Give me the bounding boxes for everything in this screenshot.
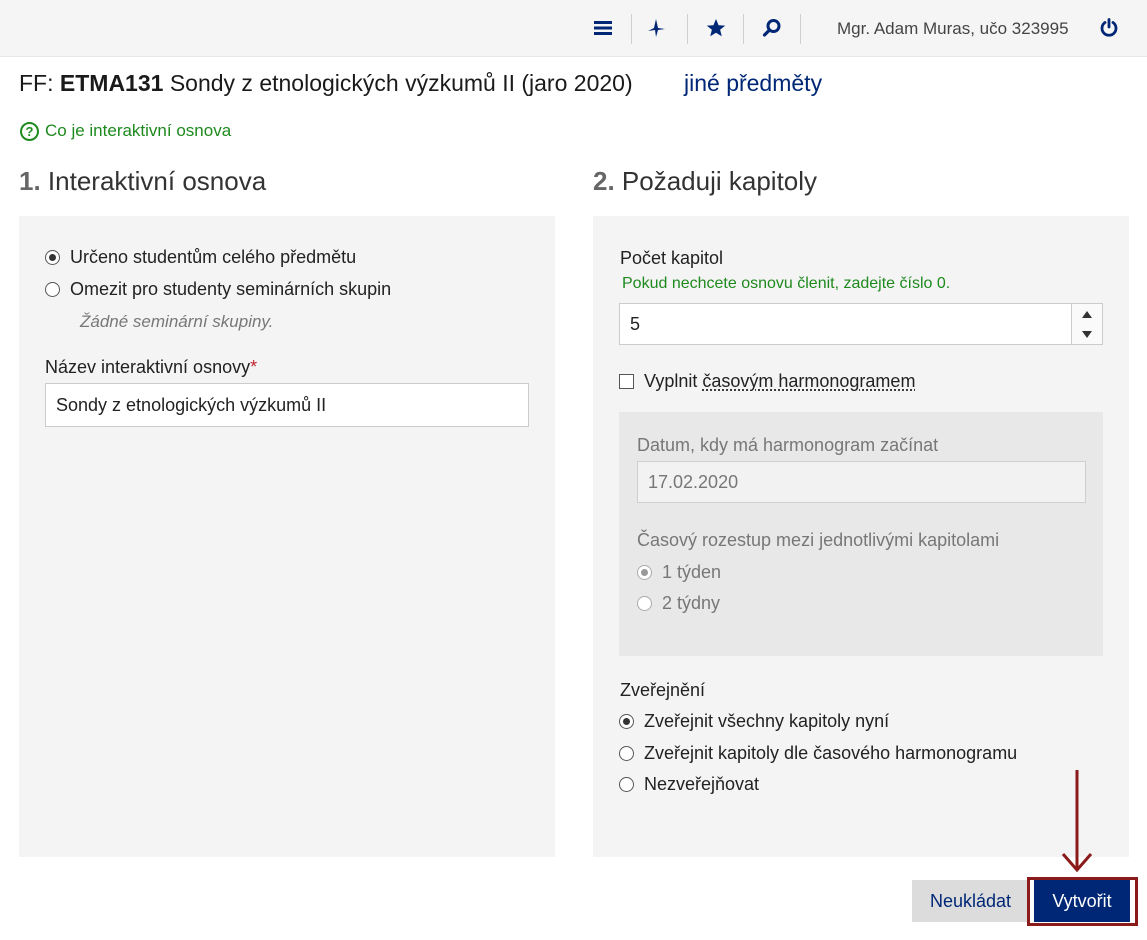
name-field-label bbox=[45, 357, 257, 378]
faculty-prefix: FF: bbox=[19, 70, 54, 96]
page-title bbox=[19, 70, 633, 97]
section1-title bbox=[19, 166, 266, 197]
schedule-checkbox[interactable] bbox=[619, 374, 634, 389]
toolbar-divider bbox=[687, 14, 688, 44]
schedule-checkbox-prefix: Vyplnit bbox=[644, 371, 703, 391]
user-name: Mgr. Adam Muras, učo 323995 bbox=[837, 19, 1069, 38]
start-date-label: Datum, kdy má harmonogram začínat bbox=[637, 435, 939, 455]
publish-label: Zveřejnění bbox=[620, 680, 706, 700]
chapter-count-value: 5 bbox=[630, 313, 641, 334]
help-link[interactable] bbox=[20, 121, 231, 141]
radio-publish-schedule[interactable] bbox=[619, 743, 1017, 764]
schedule-checkbox-row[interactable] bbox=[619, 371, 915, 392]
radio-publish-none-label: Nezveřejňovat bbox=[644, 774, 760, 794]
toolbar-divider bbox=[743, 14, 744, 44]
chapter-count-hint: Pokud nechcete osnovu členit, zadejte číslo 0. bbox=[622, 275, 951, 292]
radio-interval-1-week-label: 1 týden bbox=[662, 562, 722, 582]
chapter-count-input[interactable] bbox=[619, 303, 1103, 345]
radio-interval-2-weeks[interactable] bbox=[637, 593, 720, 614]
radio-seminar-groups-control[interactable] bbox=[45, 282, 60, 297]
radio-interval-1-week[interactable] bbox=[637, 562, 721, 583]
no-groups-note: Žádné seminární skupiny. bbox=[80, 312, 274, 331]
chapter-count-spinner bbox=[1071, 304, 1102, 344]
radio-publish-now[interactable] bbox=[619, 711, 889, 732]
top-bar bbox=[0, 0, 1147, 57]
radio-seminar-groups-label: Omezit pro studenty seminárních skupin bbox=[70, 279, 392, 299]
cancel-button[interactable]: Neukládat bbox=[912, 880, 1029, 922]
spinner-down-icon[interactable] bbox=[1072, 324, 1102, 344]
pin-icon[interactable] bbox=[640, 12, 672, 44]
radio-whole-course-label: Určeno studentům celého předmětu bbox=[70, 247, 357, 267]
toolbar-divider bbox=[800, 14, 801, 44]
radio-interval-2-weeks-control[interactable] bbox=[637, 596, 652, 611]
other-subjects-link[interactable]: jiné předměty bbox=[684, 70, 823, 96]
name-field-label-text: Název interaktivní osnovy bbox=[45, 357, 251, 377]
schedule-term-link[interactable]: časovým harmonogramem bbox=[702, 371, 916, 391]
syllabus-name-input[interactable] bbox=[45, 383, 529, 427]
radio-interval-1-week-control[interactable] bbox=[637, 565, 652, 580]
toolbar-divider bbox=[631, 14, 632, 44]
schedule-checkbox-label bbox=[644, 371, 915, 392]
start-date-value: 17.02.2020 bbox=[648, 471, 739, 492]
interval-label: Časový rozestup mezi jednotlivými kapitolami bbox=[637, 530, 1000, 550]
section2-number: 2. bbox=[593, 166, 615, 196]
menu-icon[interactable] bbox=[587, 12, 619, 44]
required-mark: * bbox=[250, 357, 258, 377]
star-icon[interactable] bbox=[700, 12, 732, 44]
radio-publish-now-control[interactable] bbox=[619, 714, 634, 729]
radio-whole-course[interactable] bbox=[45, 247, 356, 268]
power-icon[interactable] bbox=[1093, 12, 1125, 44]
annotation-arrow-icon bbox=[1060, 770, 1094, 874]
radio-whole-course-control[interactable] bbox=[45, 250, 60, 265]
section1-title-text: Interaktivní osnova bbox=[47, 166, 267, 196]
course-name: Sondy z etnologických výzkumů II (jaro 2020) bbox=[169, 70, 633, 96]
radio-publish-schedule-control[interactable] bbox=[619, 746, 634, 761]
radio-publish-none-control[interactable] bbox=[619, 777, 634, 792]
radio-publish-none[interactable] bbox=[619, 774, 759, 795]
syllabus-name-value: Sondy z etnologických výzkumů II bbox=[56, 394, 327, 415]
section2-title-text: Požaduji kapitoly bbox=[621, 166, 818, 196]
radio-interval-2-weeks-label: 2 týdny bbox=[662, 593, 721, 613]
spinner-up-icon[interactable] bbox=[1072, 304, 1102, 324]
course-code: ETMA131 bbox=[59, 70, 164, 96]
create-button[interactable]: Vytvořit bbox=[1034, 880, 1130, 922]
radio-publish-now-label: Zveřejnit všechny kapitoly nyní bbox=[644, 711, 890, 731]
section2-title bbox=[593, 166, 817, 197]
search-icon[interactable] bbox=[756, 12, 788, 44]
section1-number: 1. bbox=[19, 166, 41, 196]
start-date-input[interactable] bbox=[637, 461, 1086, 503]
help-link-label: Co je interaktivní osnova bbox=[45, 121, 232, 140]
chapter-count-label: Počet kapitol bbox=[620, 248, 724, 268]
radio-publish-schedule-label: Zveřejnit kapitoly dle časového harmonogramu bbox=[644, 743, 1018, 763]
radio-seminar-groups[interactable] bbox=[45, 279, 391, 300]
question-icon: ? bbox=[20, 122, 39, 141]
